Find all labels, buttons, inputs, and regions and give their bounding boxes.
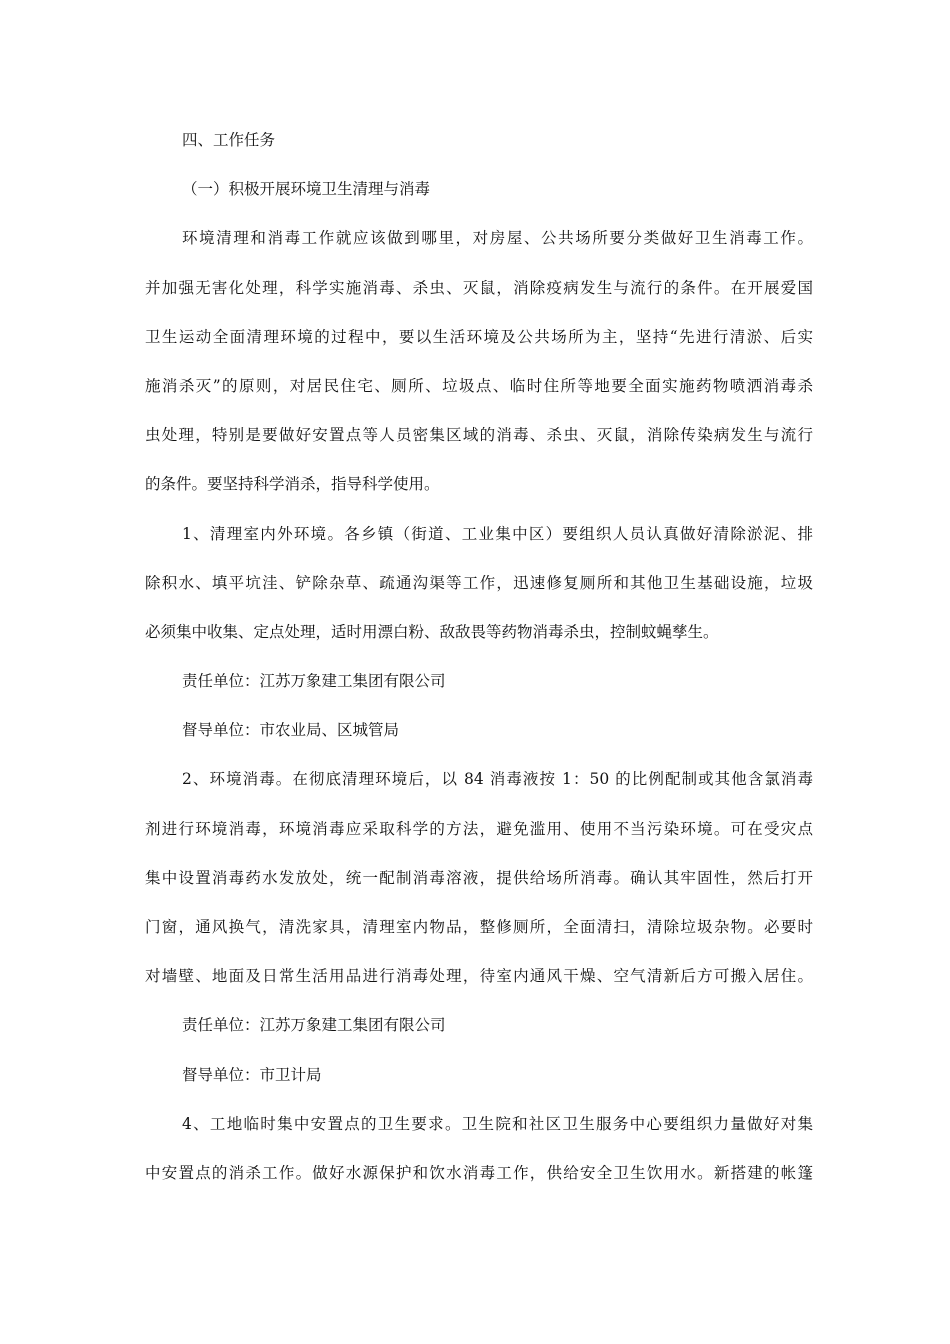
- supervising-unit: 督导单位：市卫计局: [182, 1065, 322, 1084]
- paragraph-line: 1、清理室内外环境。各乡镇（街道、工业集中区）要组织人员认真做好清除淤泥、排: [182, 524, 813, 543]
- supervising-unit: 督导单位：市农业局、区城管局: [182, 721, 400, 740]
- paragraph-line: 对墙壁、地面及日常生活用品进行消毒处理，待室内通风干燥、空气清新后方可搬入居住。: [145, 967, 813, 986]
- paragraph-line: 卫生运动全面清理环境的过程中，要以生活环境及公共场所为主，坚持“先进行清淤、后实: [145, 327, 813, 346]
- paragraph-line: 必须集中收集、定点处理，适时用漂白粉、敌敌畏等药物消毒杀虫，控制蚊蝇孳生。: [145, 622, 719, 641]
- responsible-unit: 责任单位：江苏万象建工集团有限公司: [182, 1016, 446, 1035]
- paragraph-line: 并加强无害化处理，科学实施消毒、杀虫、灭鼠，消除疫病发生与流行的条件。在开展爱国: [145, 278, 813, 297]
- paragraph-line: 施消杀灭”的原则，对居民住宅、厕所、垃圾点、临时住所等地要全面实施药物喷洒消毒杀: [145, 376, 813, 395]
- responsible-unit: 责任单位：江苏万象建工集团有限公司: [182, 672, 446, 691]
- paragraph-line: 虫处理，特别是要做好安置点等人员密集区域的消毒、杀虫、灭鼠，消除传染病发生与流行: [145, 426, 813, 445]
- paragraph-line: 中安置点的消杀工作。做好水源保护和饮水消毒工作，供给安全卫生饮用水。新搭建的帐篷: [145, 1163, 813, 1182]
- paragraph-line: 环境清理和消毒工作就应该做到哪里，对房屋、公共场所要分类做好卫生消毒工作。: [182, 229, 813, 248]
- paragraph-line: 集中设置消毒药水发放处，统一配制消毒溶液，提供给场所消毒。确认其牢固性，然后打开: [145, 868, 813, 887]
- paragraph-line: 的条件。要坚持科学消杀，指导科学使用。: [145, 475, 440, 494]
- document-body: [145, 123, 813, 1205]
- section-heading: 四、工作任务: [182, 131, 276, 149]
- paragraph-line: 除积水、填平坑洼、铲除杂草、疏通沟渠等工作，迅速修复厕所和其他卫生基础设施，垃圾: [145, 573, 813, 592]
- paragraph-line: 2、环境消毒。在彻底清理环境后，以 84 消毒液按 1：50 的比例配制或其他含氯消毒: [182, 770, 813, 789]
- paragraph-line: 4、工地临时集中安置点的卫生要求。卫生院和社区卫生服务中心要组织力量做好对集: [182, 1114, 813, 1133]
- paragraph-line: 剂进行环境消毒，环境消毒应采取科学的方法，避免滥用、使用不当污染环境。可在受灾点: [145, 819, 813, 838]
- paragraph-line: 门窗，通风换气，清洗家具，清理室内物品，整修厕所，全面清扫，清除垃圾杂物。必要时: [145, 918, 813, 936]
- subsection-heading: （一）积极开展环境卫生清理与消毒: [182, 180, 431, 199]
